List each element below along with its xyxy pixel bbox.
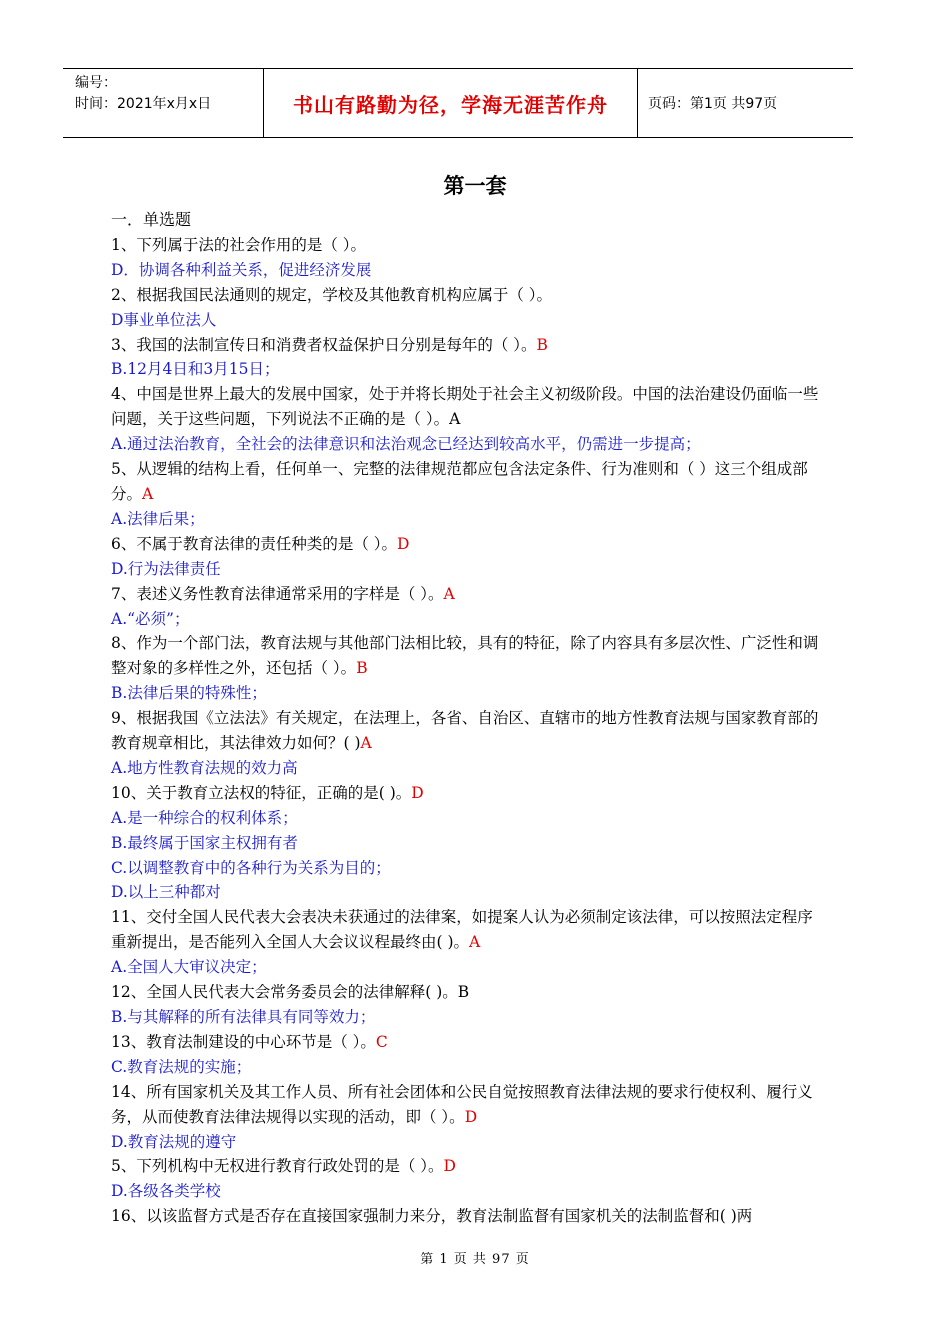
- question-line: [111, 333, 821, 358]
- question-list: [111, 208, 821, 1229]
- answer-line: B.最终属于国家主权拥有者: [111, 833, 298, 852]
- answer-line: B.12月4日和3月15日；: [111, 360, 280, 379]
- answer-line: B.法律后果的特殊性；: [111, 684, 267, 703]
- question-text: 8、作为一个部门法，教育法规与其他部门法相比较，具有的特征，除了内容具有多层次性、广泛性和调整对象的多样性之外，还包括（ ）。: [111, 634, 819, 678]
- question-text: 12、全国人民代表大会常务委员会的法律解释( )。B: [111, 983, 470, 1002]
- answer-line: A.是一种综合的权利体系；: [111, 808, 298, 827]
- page-footer: 第 1 页 共 97 页: [420, 1252, 530, 1267]
- header-motto: 书山有路勤为径，学海无涯苦作舟: [264, 69, 638, 137]
- answer-line: D.以上三种都对: [111, 883, 221, 902]
- question-line: [111, 781, 821, 806]
- question-line: [111, 706, 821, 756]
- document-title: 第一套: [443, 173, 507, 198]
- question-line: [111, 457, 821, 507]
- answer-key: B: [356, 659, 368, 678]
- question-text: 5、下列机构中无权进行教育行政处罚的是（ ）。: [111, 1157, 444, 1176]
- question-text: 2、根据我国民法通则的规定，学校及其他教育机构应属于（ ）。: [111, 285, 553, 304]
- answer-line: C.以调整教育中的各种行为关系为目的；: [111, 858, 391, 877]
- page-header: [63, 68, 853, 138]
- answer-line: D.行为法律责任: [111, 559, 221, 578]
- answer-line: B.与其解释的所有法律具有同等效力；: [111, 1008, 376, 1026]
- answer-line: D事业单位法人: [111, 310, 217, 329]
- question-line: [111, 283, 821, 308]
- question-line: [111, 1080, 821, 1130]
- question-line: [111, 382, 821, 432]
- header-meta: [63, 69, 264, 137]
- answer-key: D: [411, 783, 424, 802]
- question-text: 1、下列属于法的社会作用的是（ ）。: [111, 235, 367, 254]
- answer-key: A: [469, 933, 481, 952]
- question-text: 5、从逻辑的结构上看，任何单一、完整的法律规范都应包含法定条件、行为准则和（ ）这三个组成部分。: [111, 460, 808, 503]
- question-text: 3、我国的法制宣传日和消费者权益保护日分别是每年的（ ）。: [111, 335, 537, 354]
- question-text: 9、根据我国《立法法》有关规定，在法理上，各省、自治区、直辖市的地方性教育法规与国家教育部的教育规章相比，其法律效力如何？( ): [111, 709, 819, 753]
- question-line: [111, 905, 821, 955]
- answer-line: C.教育法规的实施；: [111, 1057, 252, 1076]
- section-heading: 一．单选题: [111, 210, 192, 229]
- answer-key: A: [360, 734, 372, 753]
- answer-key: D: [443, 1157, 456, 1176]
- answer-key: B: [536, 335, 548, 354]
- answer-key: D: [397, 534, 410, 553]
- number-label: 编号：: [75, 75, 117, 91]
- question-text: 13、教育法制建设的中心环节是（ ）。: [111, 1032, 376, 1051]
- question-text: 14、所有国家机关及其工作人员、所有社会团体和公民自觉按照教育法律法规的要求行使权利、履行义务，从而使教育法律法规得以实现的活动，即（ ）。: [111, 1082, 813, 1126]
- question-line: [111, 1030, 821, 1055]
- answer-line: D.教育法规的遵守: [111, 1132, 237, 1151]
- question-line: [111, 532, 821, 557]
- time-label: 时间：2021年x月x日: [75, 96, 212, 112]
- answer-line: A.全国人大审议决定；: [111, 958, 267, 977]
- question-text: 16、以该监督方式是否存在直接国家强制力来分，教育法制监督有国家机关的法制监督和( )两: [111, 1207, 753, 1226]
- question-text: 10、关于教育立法权的特征，正确的是( )。: [111, 783, 412, 802]
- header-page-info: 页码：第1页 共97页: [648, 96, 778, 112]
- answer-key: D: [464, 1107, 478, 1126]
- question-line: [111, 631, 821, 681]
- question-text: 11、交付全国人民代表大会表决未获通过的法律案，如提案人认为必须制定该法律，可以按照法定程序重新提出，是否能列入全国人大会议议程最终由( )。: [111, 908, 813, 952]
- answer-key: C: [375, 1032, 388, 1051]
- question-line: [111, 1204, 821, 1229]
- question-line: [111, 1154, 821, 1179]
- answer-key: A: [142, 484, 154, 503]
- question-text: 6、不属于教育法律的责任种类的是（ ）。: [111, 534, 398, 553]
- answer-line: A.通过法治教育，全社会的法律意识和法治观念已经达到较高水平，仍需进一步提高；: [111, 435, 701, 454]
- answer-line: A.地方性教育法规的效力高: [111, 758, 298, 777]
- question-line: [111, 980, 821, 1005]
- question-text: 4、中国是世界上最大的发展中国家，处于并将长期处于社会主义初级阶段。中国的法治建设仍面临一些问题，关于这些问题，下列说法不正确的是（ ）。A: [111, 385, 819, 429]
- answer-key: A: [443, 584, 455, 603]
- answer-line: A.“必须”；: [111, 609, 190, 628]
- answer-line: D.各级各类学校: [111, 1182, 221, 1201]
- question-line: [111, 582, 821, 607]
- question-line: [111, 233, 821, 258]
- question-text: 7、表述义务性教育法律通常采用的字样是（ ）。: [111, 584, 444, 603]
- answer-line: A.法律后果；: [111, 509, 205, 528]
- answer-line: D．协调各种利益关系，促进经济发展: [111, 260, 372, 279]
